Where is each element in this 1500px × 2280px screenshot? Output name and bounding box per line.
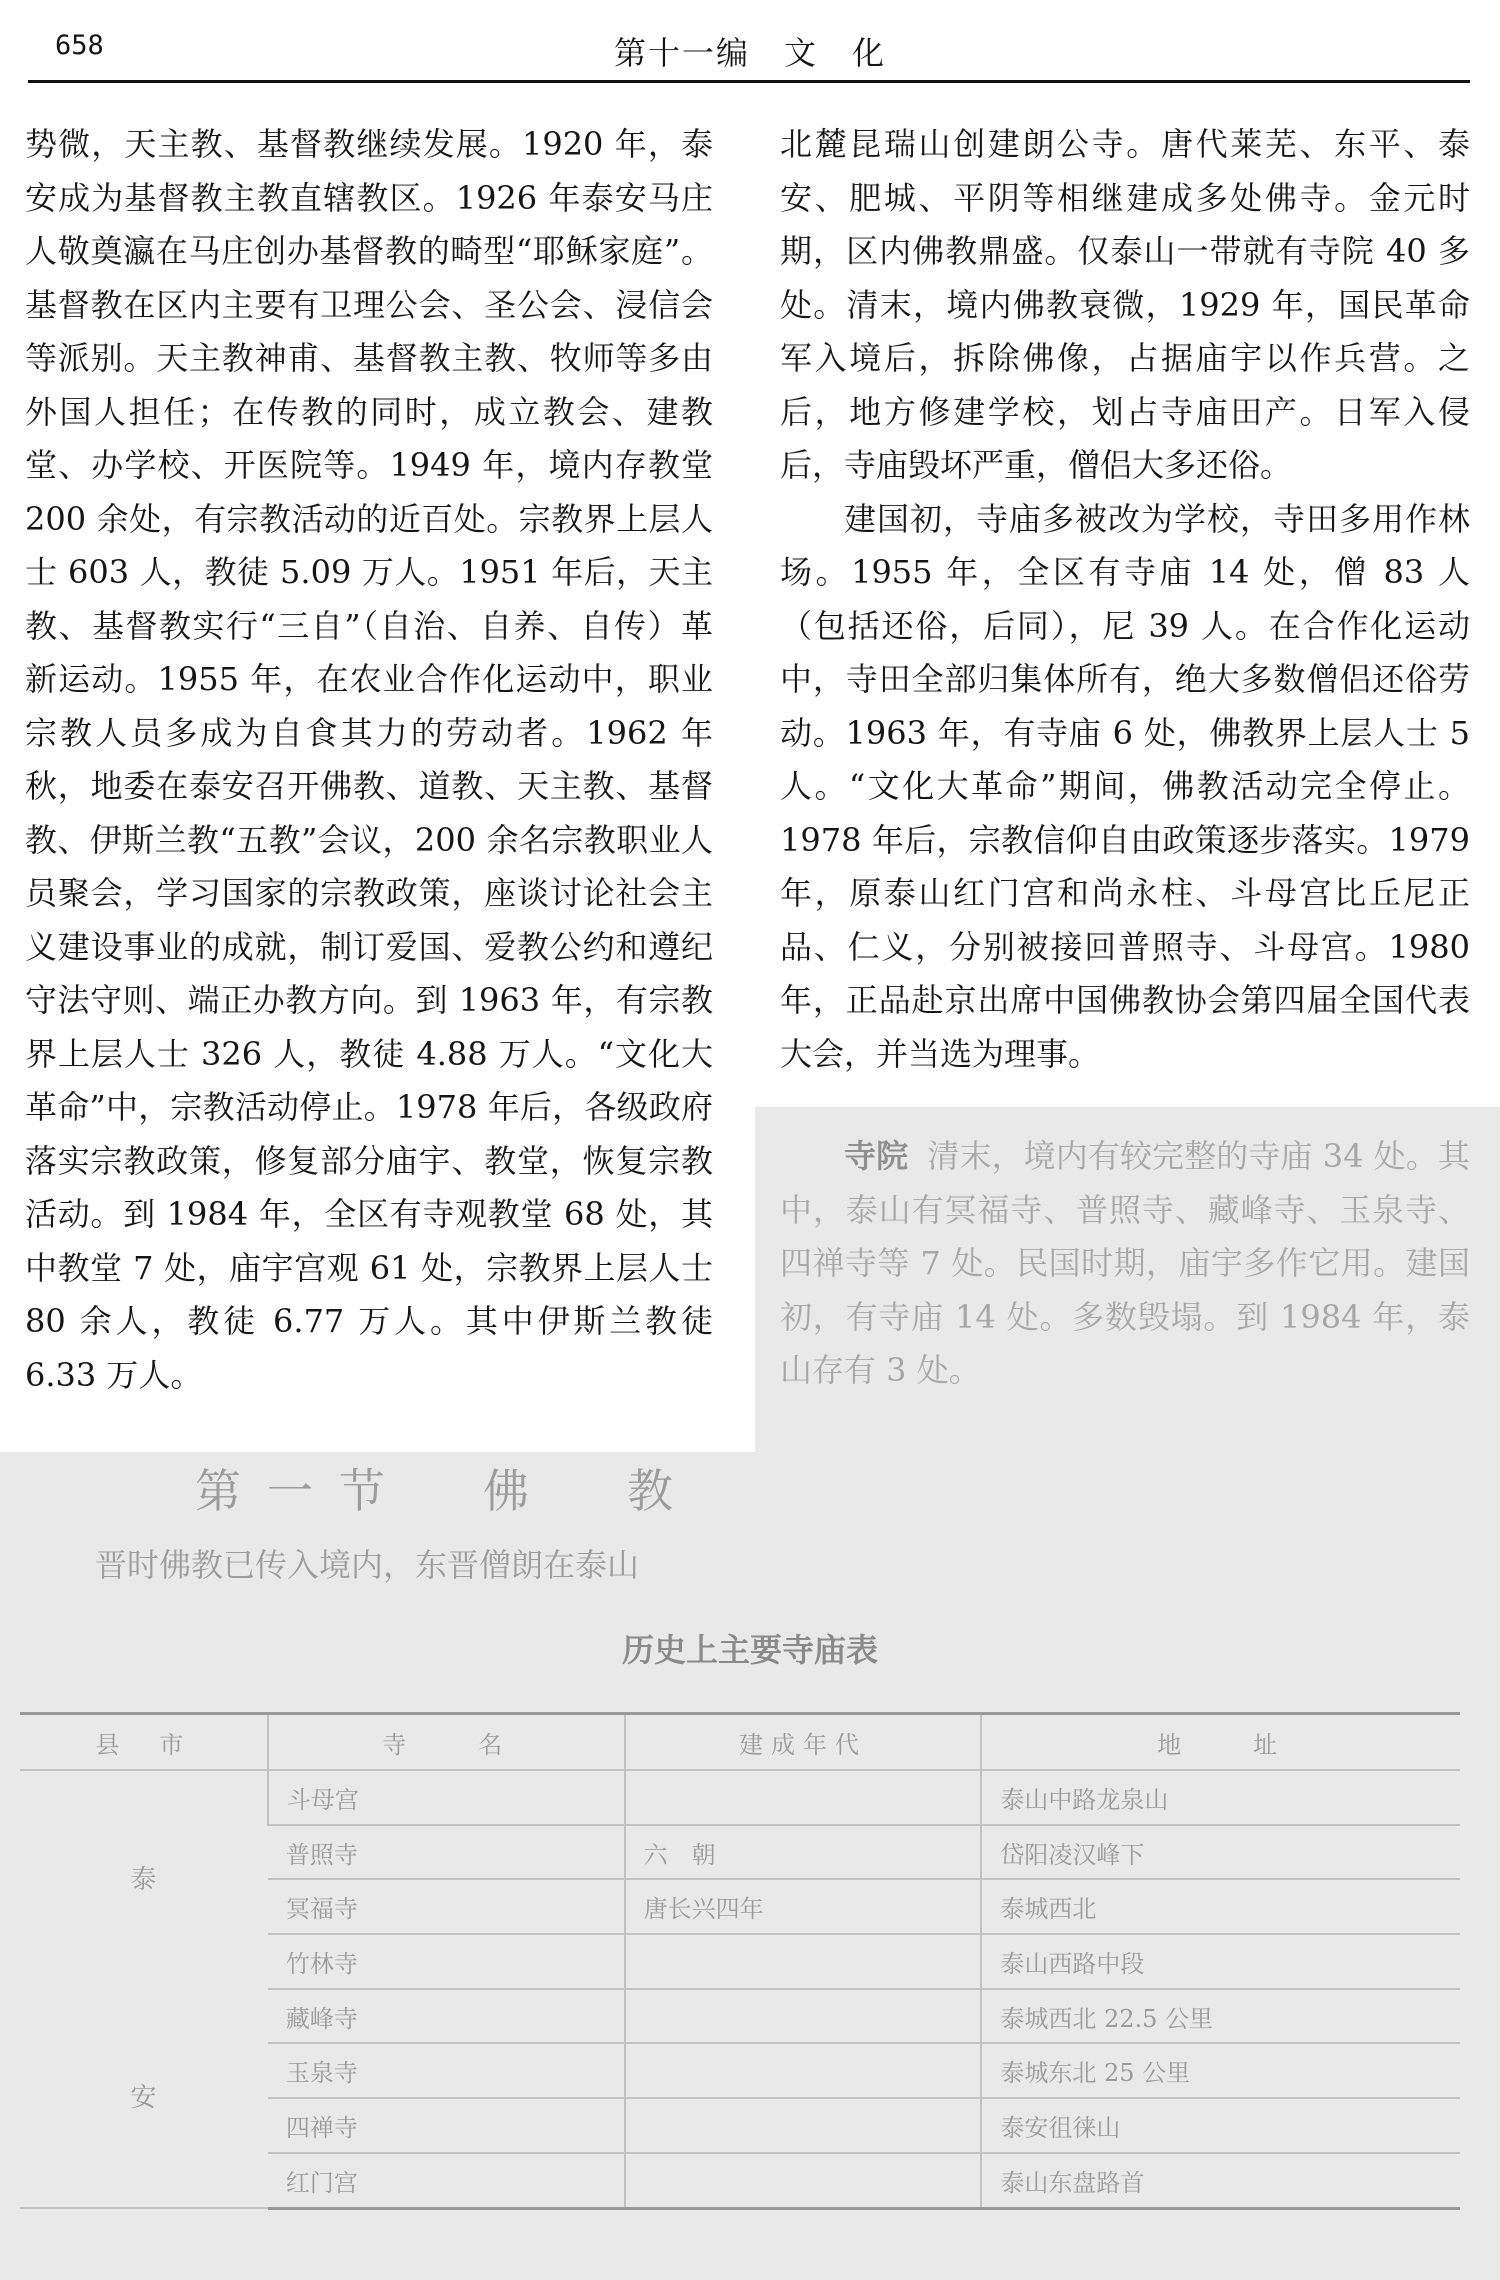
page-header (0, 0, 1500, 90)
section-intro: 晋时佛教已传入境内，东晋僧朗在泰山 (95, 1546, 640, 1584)
temples-text: 清末，境内有较完整的寺庙 34 处。其中，泰山有冥福寺、普照寺、藏峰寺、玉泉寺、四禅寺等 7 处。民国时期，庙宇多作它用。建国初，有寺庙 14 处。多数毁塌。到 1984 年，泰山存有 3 处。 (780, 1137, 1470, 1389)
temple-address: 泰城西北 (981, 1879, 1460, 1934)
county-cell (20, 1770, 268, 2208)
temple-name: 藏峰寺 (268, 1989, 625, 2044)
temple-name: 玉泉寺 (268, 2043, 625, 2098)
temple-era (625, 2043, 982, 2098)
county-char: 泰 (130, 1865, 157, 1895)
temple-address: 泰城西北 22.5 公里 (981, 1989, 1460, 2044)
temple-name: 冥福寺 (268, 1879, 625, 1934)
temple-era: 六 朝 (625, 1825, 982, 1880)
temple-address: 泰安徂徕山 (981, 2098, 1460, 2153)
temples-heading: 寺院 (844, 1137, 909, 1175)
left-column (25, 118, 713, 1402)
table-header-row (20, 1714, 1460, 1771)
section-title: 第一节 佛 教 (195, 1464, 699, 1518)
running-head: 第十一编 文 化 (613, 34, 886, 72)
page-number: 658 (55, 30, 104, 61)
temple-era (625, 2098, 982, 2153)
table-header-cell: 寺 名 (268, 1714, 625, 1771)
table-row (20, 1770, 1460, 1825)
header-rule (28, 80, 1470, 83)
temple-address: 泰山西路中段 (981, 1934, 1460, 1989)
temple-era (625, 1989, 982, 2044)
temple-name: 红门宫 (268, 2153, 625, 2208)
temple-name: 斗母宫 (268, 1770, 625, 1825)
table-header-cell: 地 址 (981, 1714, 1460, 1771)
table-header-cell: 建成年代 (625, 1714, 982, 1771)
table-title: 历史上主要寺庙表 (621, 1631, 878, 1669)
left-paragraph: 势微，天主教、基督教继续发展。1920 年，泰安成为基督教主教直辖教区。1926 年泰安马庄人敬奠瀛在马庄创办基督教的畸型“耶稣家庭”。基督教在区内主要有卫理公会、圣公会、浸信会等派别。天主教神甫、基督教主教、牧师等多由外国人担任；在传教的同时，成立教会、建教堂、办学校、开医院等。1949 年，境内存教堂 200 余处，有宗教活动的近百处。宗教界上层人士 603 人，教徒 5.09 万人。1951 年后，天主教、基督教实行“三自”（自治、自养、自传）革新运动。1955 年，在农业合作化运动中，职业宗教人员多成为自食其力的劳动者。1962 年秋，地委在泰安召开佛教、道教、天主教、基督教、伊斯兰教“五教”会议，200 余名宗教职业人员聚会，学习国家的宗教政策，座谈讨论社会主义建设事业的成就，制订爱国、爱教公约和遵纪守法守则、端正办教方向。到 1963 年，有宗教界上层人士 326 人，教徒 4.88 万人。“文化大革命”中，宗教活动停止。1978 年后，各级政府落实宗教政策，修复部分庙宇、教堂，恢复宗教活动。到 1984 年，全区有寺观教堂 68 处，其中教堂 7 处，庙宇宫观 61 处，宗教界上层人士 80 余人，教徒 6.77 万人。其中伊斯兰教徒 6.33 万人。 (25, 125, 713, 1394)
right-paragraph: 北麓昆瑞山创建朗公寺。唐代莱芜、东平、泰安、肥城、平阴等相继建成多处佛寺。金元时期，区内佛教鼎盛。仅泰山一带就有寺院 40 多处。清末，境内佛教衰微，1929 年，国民革命军入境后，拆除佛像，占据庙宇以作兵营。之后，地方修建学校，划占寺庙田产。日军入侵后，寺庙毁坏严重，僧侣大多还俗。 (780, 125, 1470, 484)
right-column (780, 118, 1470, 1081)
county-char: 安 (130, 2083, 157, 2113)
table-header-cell: 县 市 (20, 1714, 268, 1771)
temple-era (625, 1934, 982, 1989)
temple-name: 竹林寺 (268, 1934, 625, 1989)
temple-era: 唐长兴四年 (625, 1879, 982, 1934)
temple-name: 普照寺 (268, 1825, 625, 1880)
temple-name: 四禅寺 (268, 2098, 625, 2153)
temple-address: 岱阳凌汉峰下 (981, 1825, 1460, 1880)
right-paragraph: 建国初，寺庙多被改为学校，寺田多用作林场。1955 年，全区有寺庙 14 处，僧 83 人（包括还俗，后同），尼 39 人。在合作化运动中，寺田全部归集体所有，绝大多数僧侣还俗劳动。1963 年，有寺庙 6 处，佛教界上层人士 5 人。“文化大革命”期间，佛教活动完全停止。1978 年后，宗教信仰自由政策逐步落实。1979 年，原泰山红门宫和尚永柱、斗母宫比丘尼正品、仁义，分别被接回普照寺、斗母宫。1980 年，正品赴京出席中国佛教协会第四届全国代表大会，并当选为理事。 (780, 499, 1470, 1073)
temple-era (625, 2153, 982, 2208)
temple-address: 泰山东盘路首 (981, 2153, 1460, 2208)
temple-address: 泰城东北 25 公里 (981, 2043, 1460, 2098)
temples-paragraph (780, 1130, 1470, 1398)
temple-table (20, 1712, 1460, 2210)
temple-address: 泰山中路龙泉山 (981, 1770, 1460, 1825)
temple-era (625, 1770, 982, 1825)
